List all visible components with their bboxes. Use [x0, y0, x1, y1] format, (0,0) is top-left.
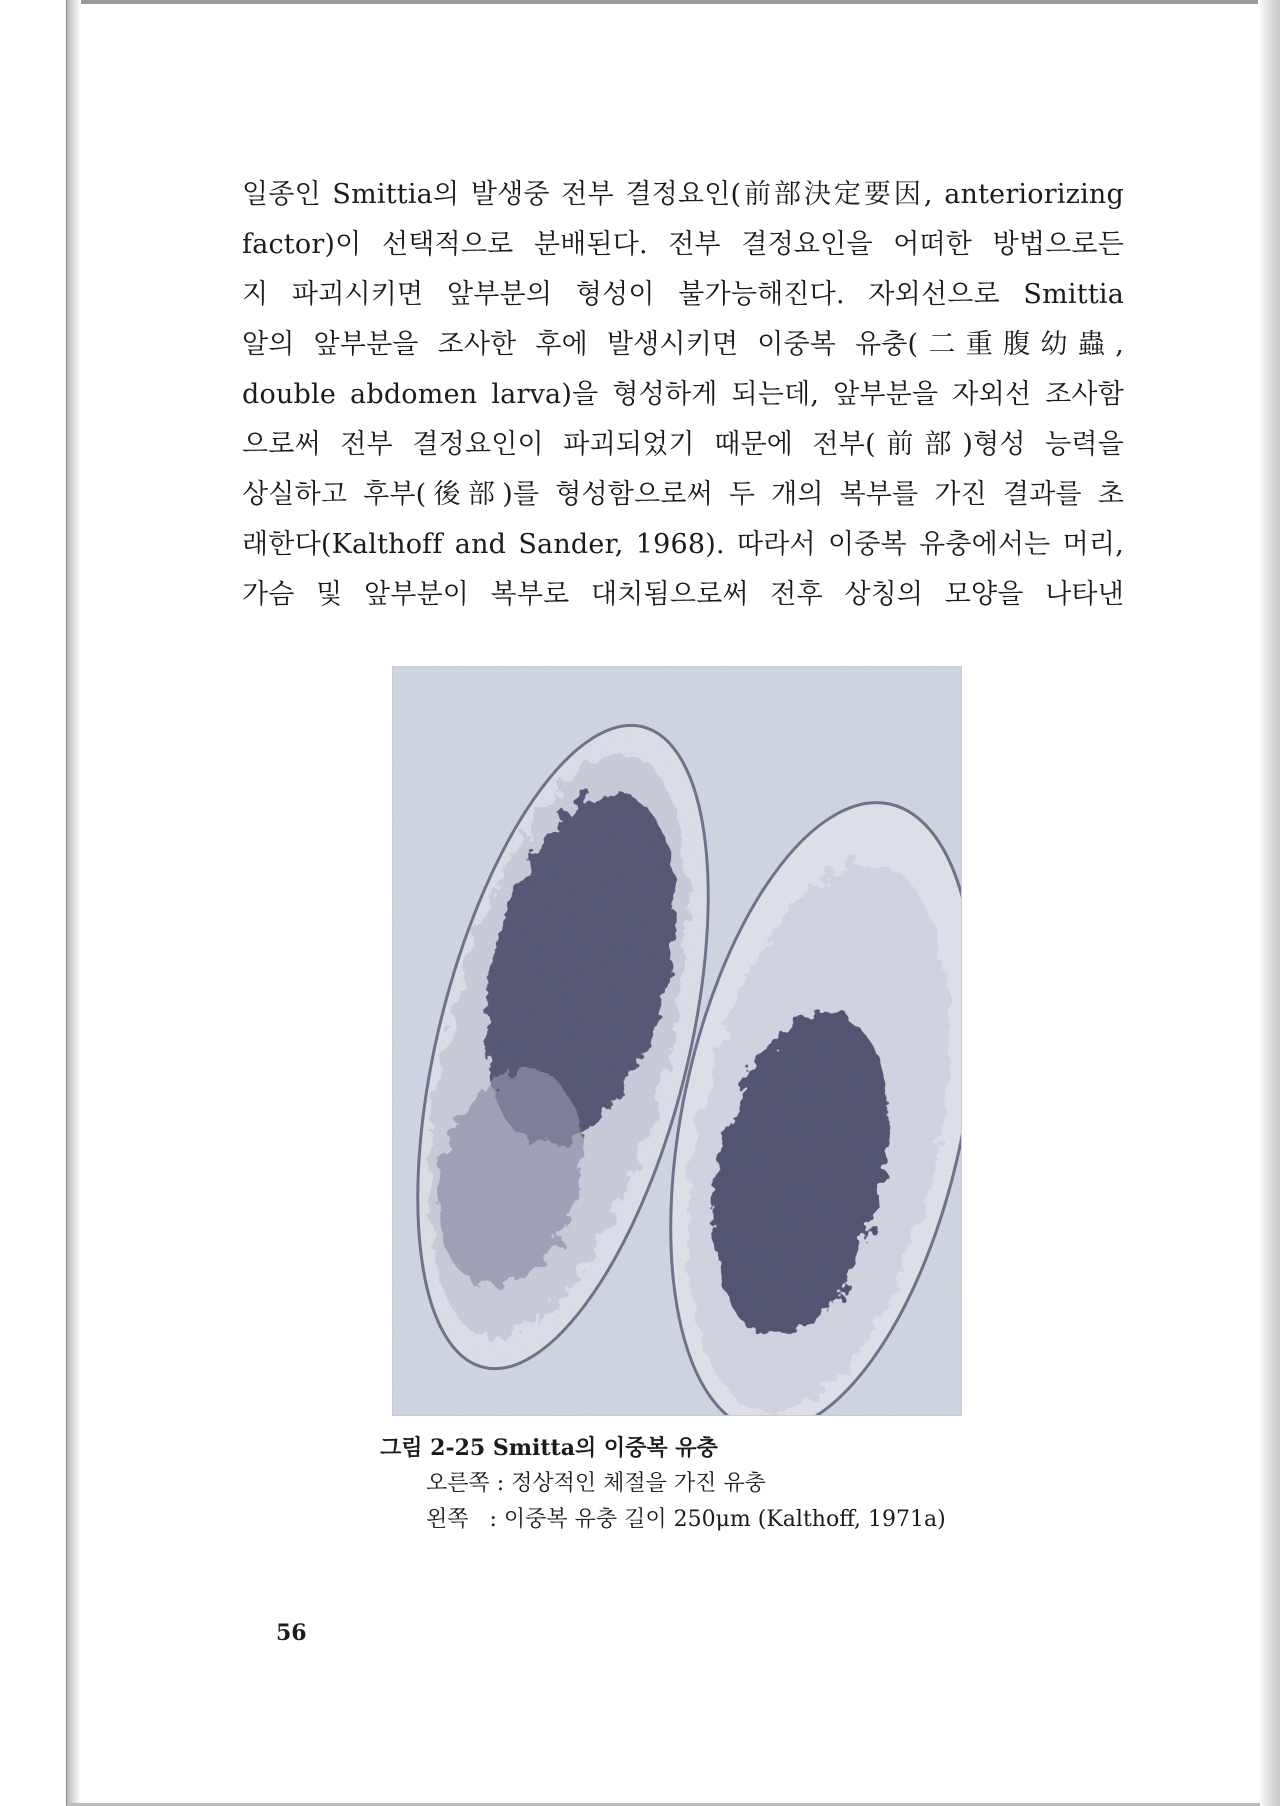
- body-line: 가슴 및 앞부분이 복부로 대치됨으로써 전후 상칭의 모양을 나타낸: [242, 579, 1124, 610]
- body-line: factor)이 선택적으로 분배된다. 전부 결정요인을 어떠한 방법으로든: [242, 229, 1124, 260]
- page-edge-right: [1258, 0, 1280, 1806]
- body-line: double abdomen larva)을 형성하게 되는데, 앞부분을 자외선 조사함: [242, 379, 1124, 410]
- figure-caption: [380, 1430, 1080, 1538]
- body-paragraph: [242, 170, 1124, 620]
- body-line: 상실하고 후부(後部)를 형성함으로써 두 개의 복부를 가진 결과를 초: [242, 479, 1124, 510]
- caption-right-desc: 오른쪽 : 정상적인 체절을 가진 유충: [426, 1471, 766, 1496]
- larva-micrograph: [392, 666, 962, 1416]
- caption-left-desc: 왼쪽 : 이중복 유충 길이 250μm (Kalthoff, 1971a): [426, 1507, 946, 1532]
- page-edge-top: [70, 0, 1260, 4]
- body-line: 일종인 Smittia의 발생중 전부 결정요인(前部決定要因, anteriorizing: [242, 179, 1124, 210]
- body-line: 지 파괴시키면 앞부분의 형성이 불가능해진다. 자외선으로 Smittia: [242, 279, 1124, 310]
- page-number: 56: [276, 1620, 307, 1646]
- caption-title: 그림 2-25 Smitta의 이중복 유충: [380, 1435, 718, 1461]
- body-line: 알의 앞부분을 조사한 후에 발생시키면 이중복 유충(二重腹幼蟲,: [242, 329, 1124, 360]
- page-edge-left: [66, 0, 81, 1806]
- body-line: 래한다(Kalthoff and Sander, 1968). 따라서 이중복 유충에서는 머리,: [242, 529, 1124, 560]
- body-line: 으로써 전부 결정요인이 파괴되었기 때문에 전부(前部)형성 능력을: [242, 429, 1124, 460]
